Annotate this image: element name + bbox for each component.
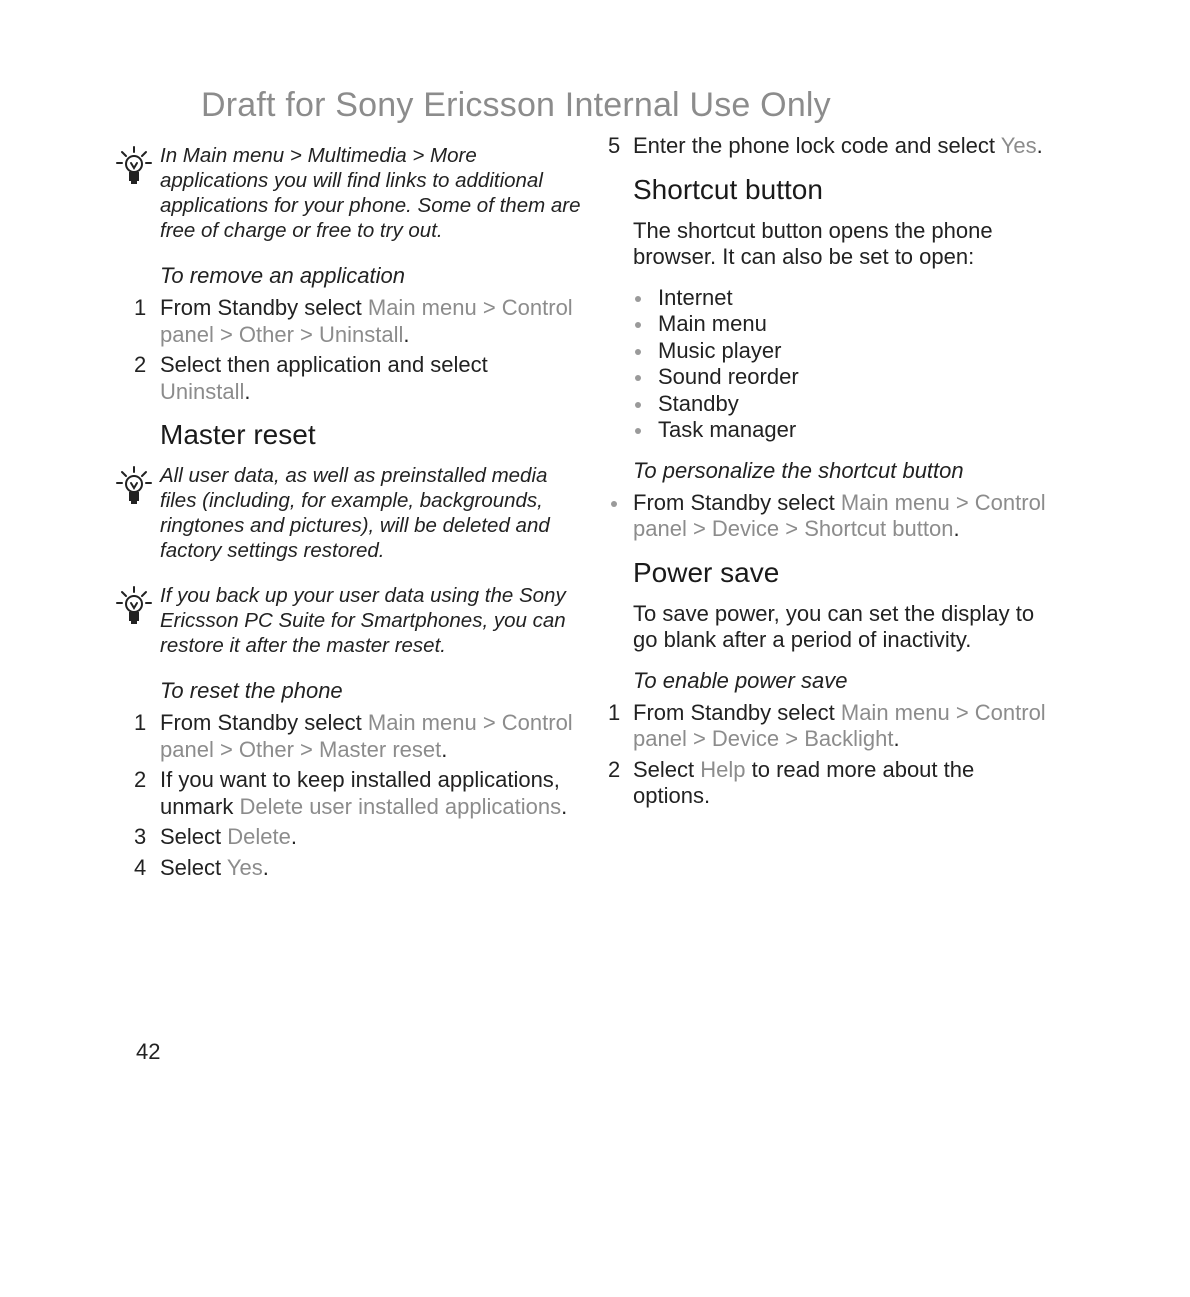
tip-master-reset-warning xyxy=(114,463,584,563)
menu-path: Main menu > Control panel > Other > Master reset xyxy=(160,710,573,762)
list-item: Standby xyxy=(633,391,1056,418)
list-item: From Standby select Main menu > Control panel > Device > Shortcut button. xyxy=(606,490,1056,543)
list-item: Internet xyxy=(633,285,1056,312)
list-item: 2 Select then application and select Uninstall. xyxy=(134,352,488,404)
list-item: 1 From Standby select Main menu > Control panel > Other > Uninstall. xyxy=(134,295,573,347)
shortcut-description: The shortcut button opens the phone browser. It can also be set to open: xyxy=(633,217,993,269)
menu-option: Delete xyxy=(227,824,291,849)
list-item: 4 Select Yes. xyxy=(134,854,269,880)
list-item: Main menu xyxy=(633,311,1056,338)
left-column xyxy=(114,143,584,891)
remove-application-title: To remove an application xyxy=(160,263,406,288)
shortcut-options-list xyxy=(633,285,1056,444)
page-number: 42 xyxy=(136,1039,161,1064)
menu-option: Help xyxy=(700,756,746,782)
remove-application-steps xyxy=(114,295,584,405)
reset-phone-steps xyxy=(114,710,584,881)
personalize-shortcut-title: To personalize the shortcut button xyxy=(633,457,964,483)
list-item: 1 From Standby select Main menu > Control panel > Other > Master reset. xyxy=(134,710,573,762)
menu-path: Main menu > Control panel > Device > Shortcut button xyxy=(633,489,1046,541)
tip-backup xyxy=(114,583,584,658)
tip-additional-apps xyxy=(114,143,584,243)
enable-power-save-title: To enable power save xyxy=(633,667,848,693)
menu-path: Main menu > Control panel > Other > Uninstall xyxy=(160,295,573,347)
lightbulb-tip-icon xyxy=(116,586,152,626)
reset-phone-title: To reset the phone xyxy=(160,678,343,703)
menu-option: Delete user installed applications xyxy=(239,793,562,819)
list-item: Task manager xyxy=(633,417,1056,444)
list-item: 3 Select Delete. xyxy=(134,824,297,849)
menu-path: Main menu > Control panel > Device > Backlight xyxy=(633,699,1046,751)
shortcut-button-heading: Shortcut button xyxy=(633,173,823,205)
menu-option: Yes xyxy=(1000,133,1037,158)
list-item: 5 Enter the phone lock code and select Yes. xyxy=(608,133,1043,158)
list-item: Sound reorder xyxy=(633,364,1056,391)
lock-code-step xyxy=(606,133,1056,160)
menu-option: Yes xyxy=(226,854,263,880)
right-column xyxy=(606,133,1056,820)
draft-notice: Draft for Sony Ericsson Internal Use Only xyxy=(201,86,831,124)
list-item: 1 From Standby select Main menu > Control panel > Device > Backlight. xyxy=(608,699,1046,751)
master-reset-heading: Master reset xyxy=(160,419,316,450)
lightbulb-tip-icon xyxy=(116,146,152,186)
list-item: 2 If you want to keep installed applications, unmark Delete user installed applications. xyxy=(134,767,568,819)
list-item: Music player xyxy=(633,338,1056,365)
tip-text: If you back up your user data using the Sony Ericsson PC Suite for Smartphones, you can restore it after the master reset. xyxy=(160,584,566,657)
enable-power-save-steps xyxy=(606,700,1056,810)
menu-path: Uninstall xyxy=(160,378,245,404)
tip-text: All user data, as well as preinstalled media files (including, for example, backgrounds, ringtones and pictures), will be deleted and factory settings restored. xyxy=(160,464,550,562)
lightbulb-tip-icon xyxy=(116,466,152,506)
personalize-shortcut-steps xyxy=(606,490,1056,543)
power-save-heading: Power save xyxy=(633,556,780,588)
power-save-description: To save power, you can set the display to go blank after a period of inactivity. xyxy=(633,600,1035,652)
list-item: 2 Select Help to read more about the options. xyxy=(608,756,975,808)
tip-text: In Main menu > Multimedia > More applications you will find links to additional applications for your phone. Some of them are free of charge or free to try out. xyxy=(160,144,581,242)
